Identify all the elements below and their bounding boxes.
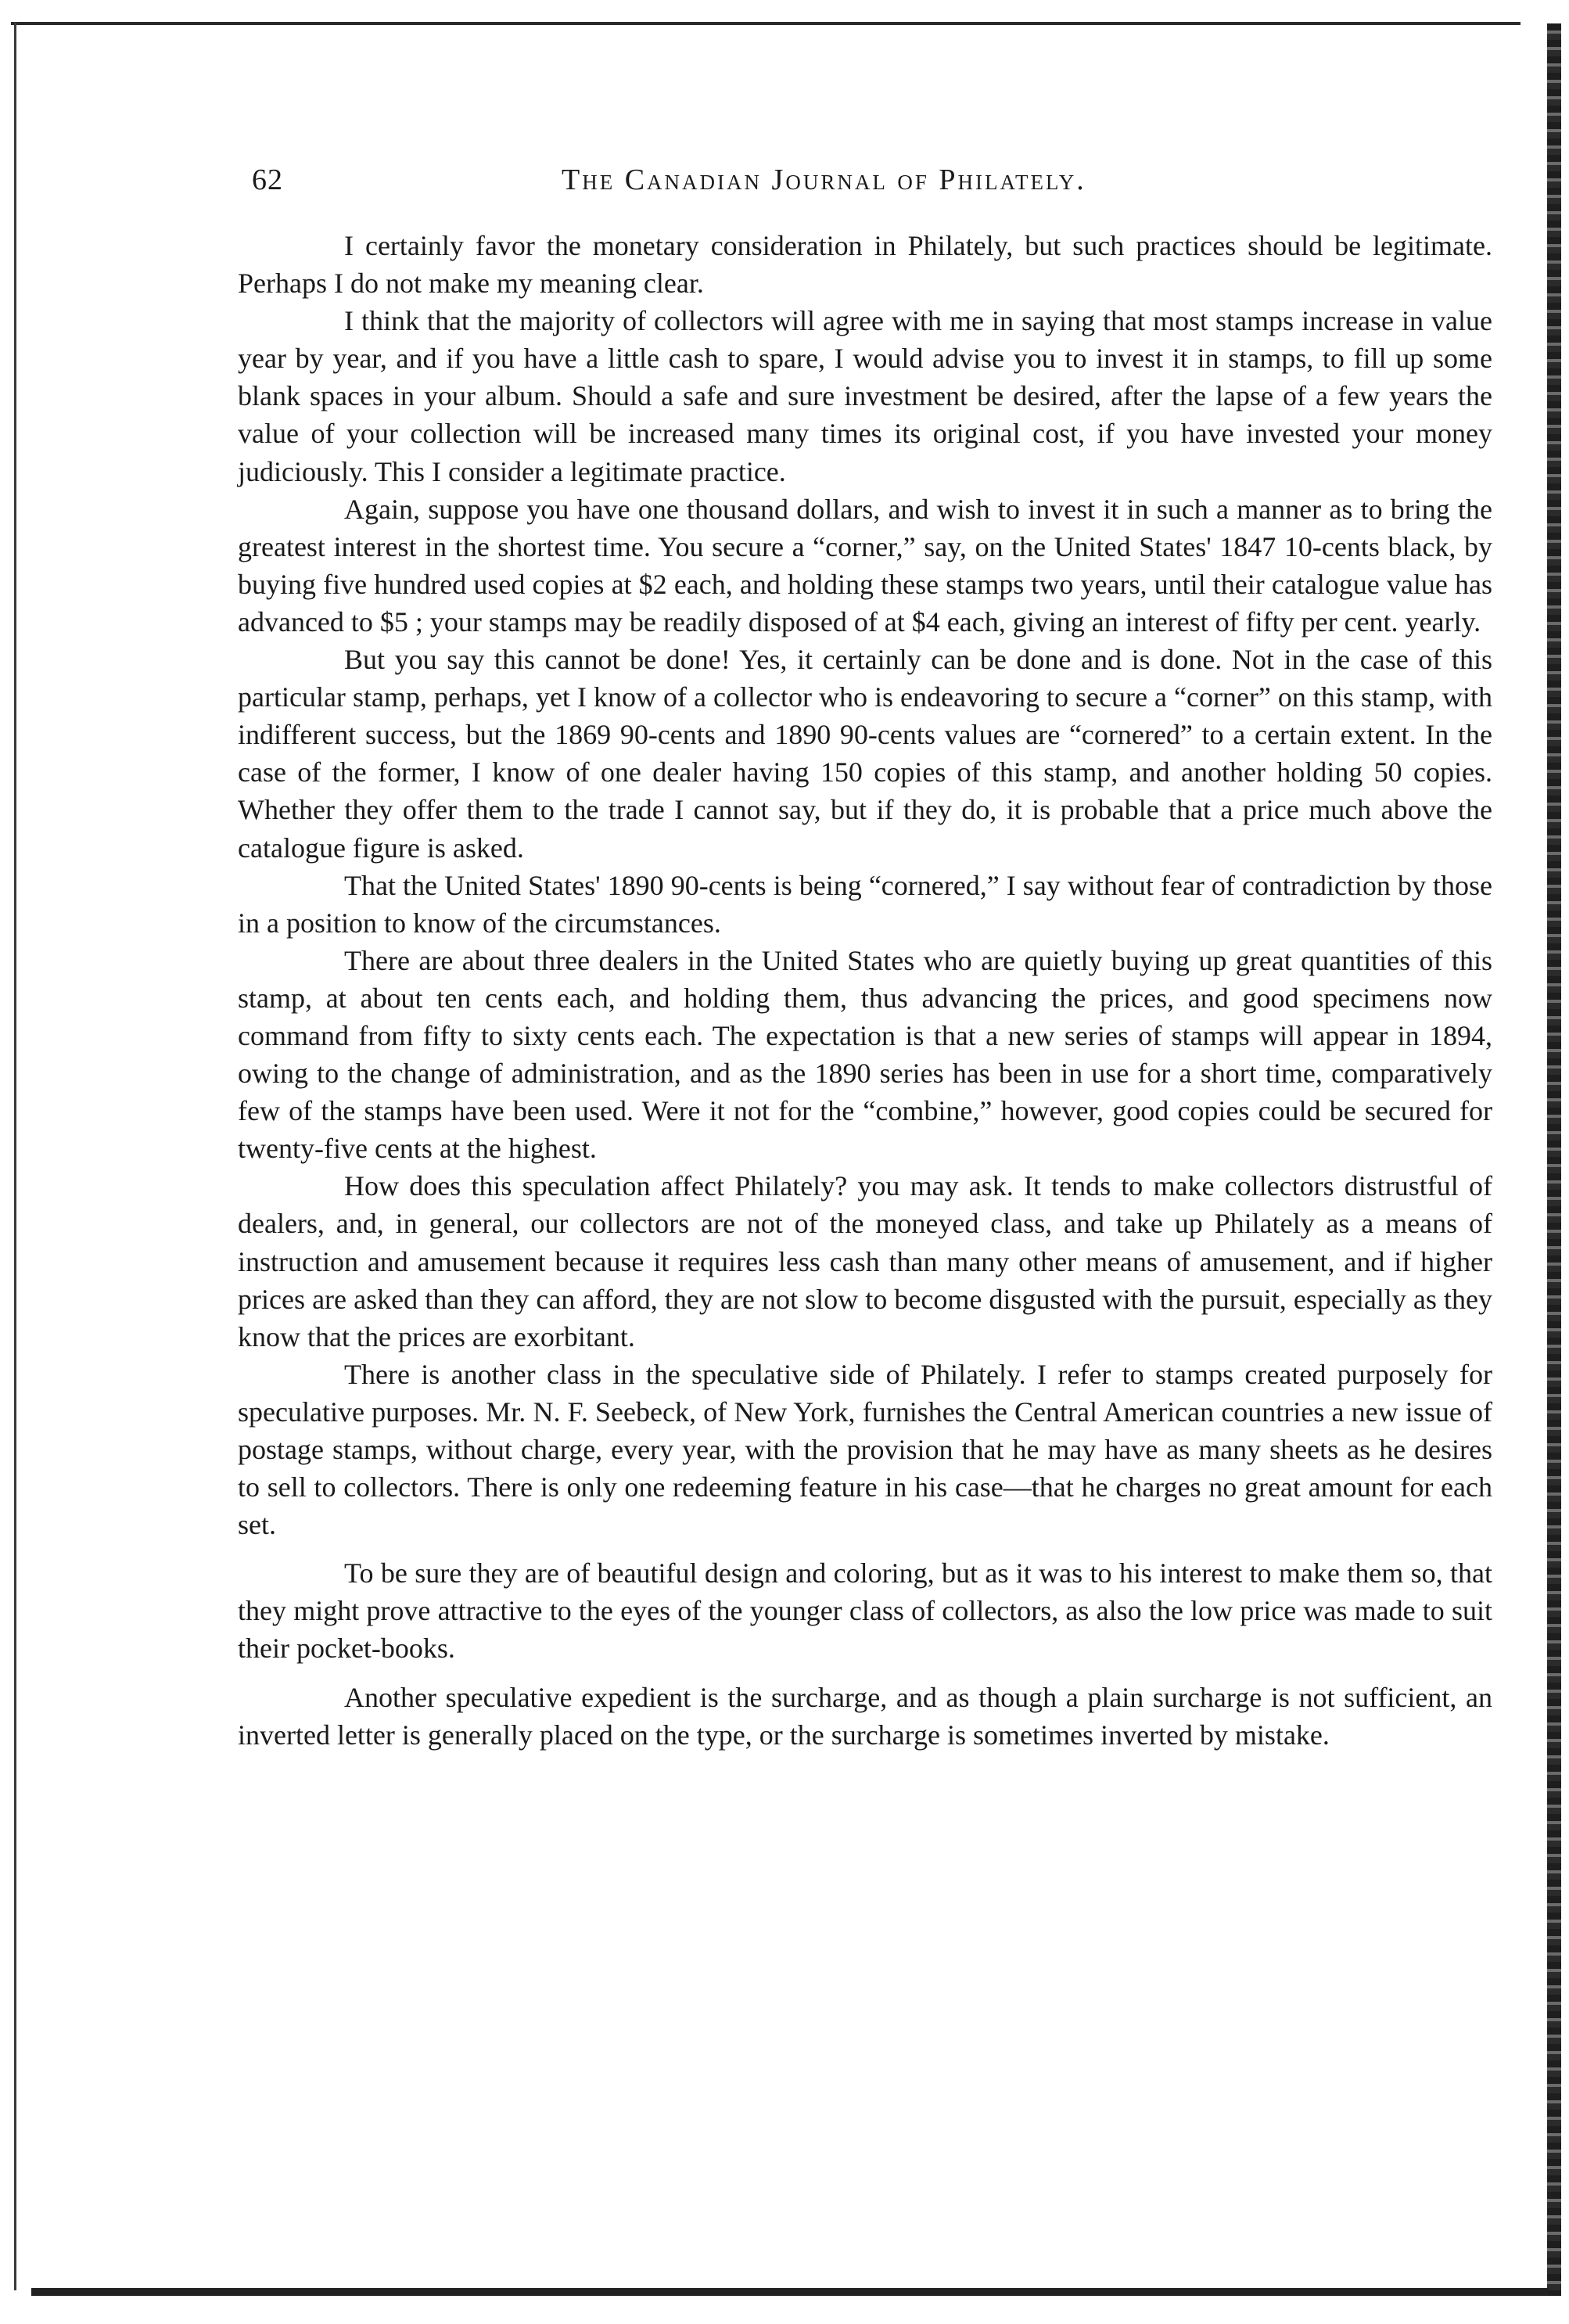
article-body	[238, 227, 1492, 1754]
paragraph: That the United States' 1890 90-cents is being “cornered,” I say without fear of contradiction by those in a position to know of the circumstances.	[238, 869, 1492, 939]
running-title: The Canadian Journal of Philately.	[562, 163, 1086, 196]
paragraph: I think that the majority of collectors will agree with me in saying that most stamps increase in value year by year, and if you have a little cash to spare, I would advise you to invest it in stamps, to fill up some blank spaces in your album. Should a safe and sure investment be desired, after the lapse of a few years the value of your collection will be increased many times its original cost, if you have invested your money judiciously. This I consider a legitimate practice.	[238, 305, 1492, 487]
paragraph: But you say this cannot be done! Yes, it certainly can be done and is done. Not in the case of this particular stamp, perhaps, yet I know of a collector who is endeavoring to secure a “corner” on this stamp, with indifferent success, but the 1869 90-cents and 1890 90-cents values are “cornered” to a certain extent. In the case of the former, I know of one dealer having 150 copies of this stamp, and another holding 50 copies. Whether they offer them to the trade I cannot say, but if they do, it is probable that a price much above the catalogue figure is asked.	[238, 644, 1492, 864]
scan-border-top	[11, 22, 1521, 25]
paragraph: There are about three dealers in the United States who are quietly buying up great quantities of this stamp, at about ten cents each, and holding them, thus advancing the prices, and good specimens now command from fifty to sixty cents each. The expectation is that a new series of stamps will appear in 1894, owing to the change of administration, and as the 1890 series has been in use for a short time, comparatively few of the stamps have been used. Were it not for the “combine,” however, good copies could be secured for twenty-five cents at the highest.	[238, 944, 1492, 1165]
scan-border-right	[1547, 23, 1561, 2296]
paragraph: Another speculative expedient is the surcharge, and as though a plain surcharge is not sufficient, an inverted letter is generally placed on the type, or the surcharge is sometimes inverted by mistake.	[238, 1681, 1492, 1751]
paragraph: Again, suppose you have one thousand dollars, and wish to invest it in such a manner as to bring the greatest interest in the shortest time. You secure a “corner,” say, on the United States' 1847 10-cents black, by buying five hundred used copies at $2 each, and holding these stamps two years, until their catalogue value has advanced to $5 ; your stamps may be readily disposed of at $4 each, giving an interest of fifty per cent. yearly.	[238, 493, 1492, 638]
scan-border-left	[14, 22, 16, 2290]
paragraph: I certainly favor the monetary consideration in Philately, but such practices should be legitimate. Perhaps I do not make my meaning clear.	[238, 230, 1492, 300]
page-header	[252, 163, 1503, 210]
page-number: 62	[252, 163, 283, 196]
paragraph: To be sure they are of beautiful design and coloring, but as it was to his interest to make them so, that they might prove attractive to the eyes of the younger class of collectors, as also the low price was made to suit their pocket-books.	[238, 1557, 1492, 1665]
paragraph: There is another class in the speculative side of Philately. I refer to stamps created purposely for speculative purposes. Mr. N. F. Seebeck, of New York, furnishes the Central American countries a new issue of postage stamps, without charge, every year, with the provision that he may have as many sheets as he desires to sell to collectors. There is only one redeeming feature in his case—that he charges no great amount for each set.	[238, 1358, 1492, 1541]
scan-border-bottom	[31, 2288, 1549, 2296]
paragraph: How does this speculation affect Philately? you may ask. It tends to make collectors distrustful of dealers, and, in general, our collectors are not of the moneyed class, and take up Philately as a means of instruction and amusement because it requires less cash than many other means of amusement, and if higher prices are asked than they can afford, they are not slow to become disgusted with the pursuit, especially as they know that the prices are exorbitant.	[238, 1170, 1492, 1352]
